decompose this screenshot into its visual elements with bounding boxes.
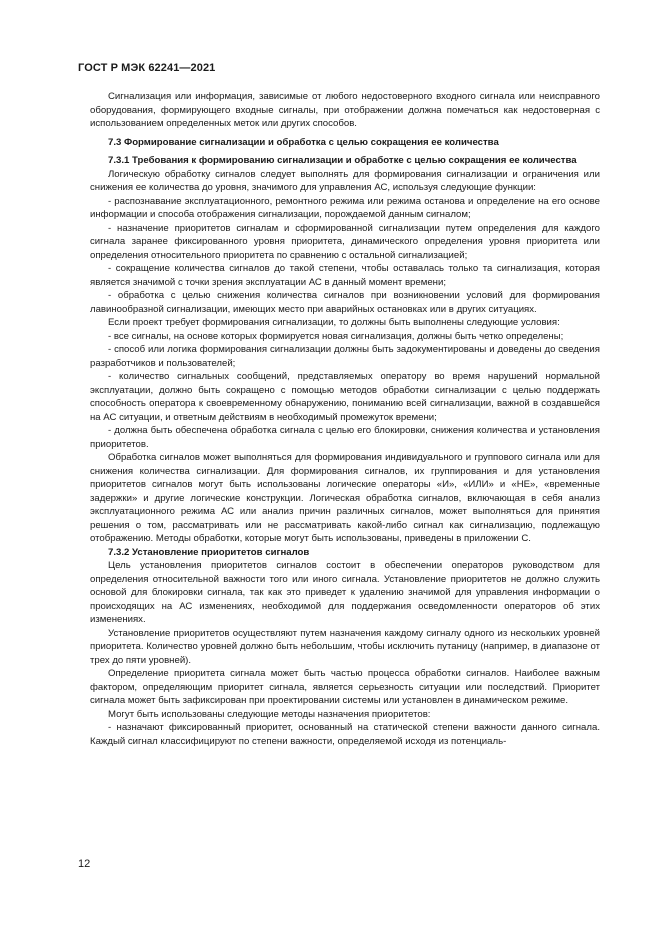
page-body [90, 90, 600, 748]
list-item: - назначение приоритетов сигналам и сформированной сигнализации путем определения для каждого сигнала заранее фиксированного уровня приоритета, динамического определения уровня приоритета или определения относительного приоритета по сравнению с остальной сигнализацией; [90, 222, 600, 261]
list-item: - сокращение количества сигналов до такой степени, чтобы оставалась только та сигнализация, которая является значимой с точки зрения эксплуатации АС в данный момент времени; [90, 263, 600, 288]
paragraph: Сигнализация или информация, зависимые от любого недостоверного входного сигнала или неисправного оборудования, формирующего входные сигналы, при отображении должна помечаться как недостоверная с использованием определенных меток или других способов. [90, 91, 600, 129]
paragraph: Если проект требует формирования сигнализации, то должны быть выполнены следующие условия: [108, 317, 560, 328]
paragraph: Цель установления приоритетов сигналов состоит в обеспечении операторов руководством для определения относительной важности того или иного сигнала. Установление приоритетов не должно служить основой для блокировки сигнала, так как это приведет к удалению значимой для управления информации о происходящих на АС изменениях, необходимой для поддержания осведомленности операторов об этих изменениях. [90, 560, 600, 625]
list-item: - способ или логика формирования сигнализации должны быть задокументированы и доведены до сведения разработчиков и пользователей; [90, 344, 600, 369]
section-heading-7-3: 7.3 Формирование сигнализации и обработка с целью сокращения ее количества [108, 136, 499, 148]
subsection-heading-7-3-2: 7.3.2 Установление приоритетов сигналов [108, 546, 310, 558]
paragraph: Могут быть использованы следующие методы назначения приоритетов: [108, 708, 431, 720]
document-header: ГОСТ Р МЭК 62241—2021 [78, 62, 216, 74]
list-item: - назначают фиксированный приоритет, основанный на статической степени важности данного сигнала. Каждый сигнал классифицируют по степени важности, определяемой исходя из потенциаль- [90, 722, 600, 747]
paragraph: Определение приоритета сигнала может быть частью процесса обработки сигналов. Наиболее важным фактором, определяющим приоритет сигнала, является серьезность ситуации или последствий. Приоритет сигнала может быть зафиксирован при проектировании системы или установлен в динамическом режиме. [90, 668, 600, 706]
list-item: - количество сигнальных сообщений, представляемых оператору во время нарушений нормальной эксплуатации, должно быть сокращено с помощью методов обработки сигнализации с целью поддержать способность оператора к своевременному обнаружению, пониманию всей сигнализации, важной в создавшейся на АС ситуации, и ответным действиям в необходимый промежуток времени; [90, 371, 600, 423]
list-item: - все сигналы, на основе которых формируется новая сигнализация, должны быть четко определены; [108, 330, 564, 342]
paragraph: Обработка сигналов может выполняться для формирования индивидуального и группового сигнала или для снижения количества сигнализации. Для формирования сигналов, их группирования и для установления приоритетов сигналов могут быть использованы логические операторы «И», «ИЛИ» и «НЕ», «временные задержки» и другие логические конструкции. Логическая обработка сигналов, включающая в себя анализ эксплуатационного режима АС или анализ причин различных сигналов, может выполняться для принятия решения о том, рассматривать или не рассматривать какой-либо сигнал как сигнализацию, подлежащую отображению. Методы обработки, которые могут быть использованы, приведены в приложении С. [90, 452, 600, 544]
subsection-heading-7-3-1: 7.3.1 Требования к формированию сигнализации и обработке с целью сокращения ее количества [108, 155, 577, 166]
list-item: - должна быть обеспечена обработка сигнала с целью его блокировки, снижения количества и установления приоритетов. [90, 425, 600, 450]
list-item: - распознавание эксплуатационного, ремонтного режима или режима останова и определение на его основе информации и способа отображения сигнализации, порождаемой данным сигналом; [90, 195, 600, 220]
paragraph: Логическую обработку сигналов следует выполнять для формирования сигнализации и ограничения или снижения ее количества до уровня, значимого для управления АС, используя следующие функции: [90, 168, 600, 193]
page-number: 12 [78, 858, 91, 870]
list-item: - обработка с целью снижения количества сигналов при возникновении условий для формирования лавинообразной сигнализации, имеющих место при аварийных остановках или в других ситуациях. [90, 290, 600, 315]
paragraph: Установление приоритетов осуществляют путем назначения каждому сигналу одного из нескольких уровней приоритета. Количество уровней должно быть небольшим, чтобы исключить путаницу (например, в диапазоне от трех до пяти уровней). [90, 627, 600, 666]
